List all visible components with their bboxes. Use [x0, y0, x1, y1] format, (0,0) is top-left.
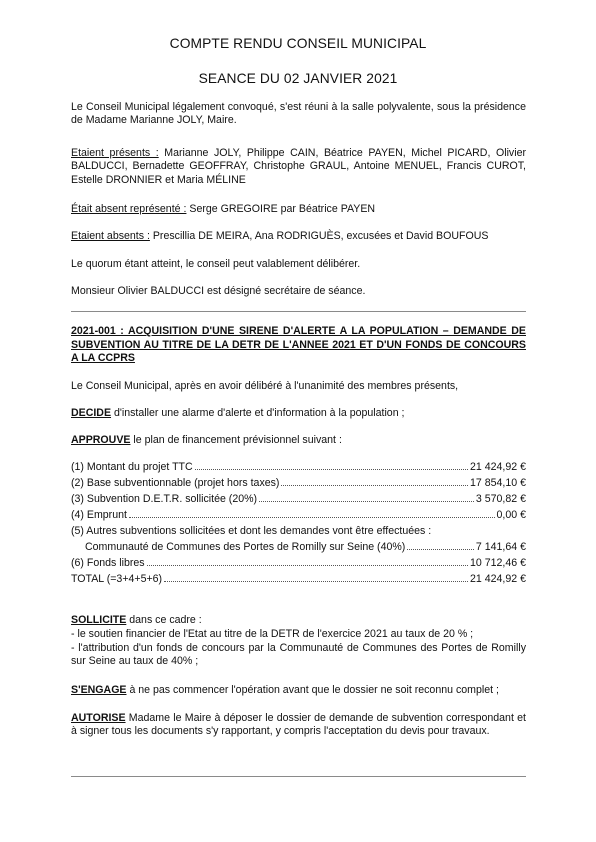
financing-row-base-ht	[71, 476, 526, 490]
financing-label: Communauté de Communes des Portes de Romilly sur Seine (40%)	[85, 541, 406, 553]
represente-paragraph	[71, 203, 526, 216]
represente-text: Serge GREGOIRE par Béatrice PAYEN	[186, 203, 376, 215]
presents-paragraph	[71, 147, 526, 187]
engage-text: à ne pas commencer l'opération avant que le dossier ne soit reconnu complet ;	[126, 684, 499, 696]
leader-dots	[281, 476, 468, 486]
engage-keyword: S'ENGAGE	[71, 684, 127, 696]
convocation-paragraph: Le Conseil Municipal légalement convoqué, s'est réuni à la salle polyvalente, sous la présidence de Madame Marianne JOLY, Maire.	[71, 101, 526, 127]
leader-dots	[147, 556, 468, 566]
approuve-text: le plan de financement prévisionnel suivant :	[130, 434, 342, 446]
leader-dots	[407, 540, 474, 550]
approuve-keyword: APPROUVE	[71, 434, 131, 446]
document-title: COMPTE RENDU CONSEIL MUNICIPAL	[169, 36, 427, 51]
autorise-text: Madame le Maire à déposer le dossier de demande de subvention correspondant et à signer tous les documents s'y rapportant, y compris l'acceptation du devis pour travaux.	[71, 712, 526, 738]
financing-label: (6) Fonds libres	[71, 557, 145, 569]
section-divider-top	[71, 311, 526, 312]
financing-row-detr	[71, 492, 526, 506]
deliberation-heading: 2021-001 : ACQUISITION D'UNE SIRENE D'ALERTE A LA POPULATION – DEMANDE DE SUBVENTION AU TITRE DE LA DETR DE L'ANNEE 2021 ET D'UN FONDS DE CONCOURS A LA CCPRS	[71, 325, 526, 365]
financing-row-emprunt	[71, 508, 526, 522]
financing-amount: 0,00 €	[496, 509, 526, 521]
financing-amount: 10 712,46 €	[470, 557, 526, 569]
decide-keyword: DECIDE	[71, 407, 112, 419]
financing-amount: 3 570,82 €	[475, 493, 526, 505]
section-divider-bottom	[71, 776, 526, 777]
absents-label: Etaient absents :	[71, 230, 150, 242]
autorise-keyword: AUTORISE	[71, 712, 126, 724]
financing-row-autres-subventions: (5) Autres subventions sollicitées et dont les demandes vont être effectuées :	[71, 525, 432, 537]
financing-row-project-ttc	[71, 460, 526, 474]
sollicite-keyword: SOLLICITE	[71, 614, 127, 626]
financing-label: (3) Subvention D.E.T.R. sollicitée (20%)	[71, 493, 258, 505]
represente-label: Était absent représenté :	[71, 203, 187, 215]
sollicite-text: dans ce cadre :	[126, 614, 202, 626]
quorum-paragraph: Le quorum étant atteint, le conseil peut valablement délibérer.	[71, 258, 361, 270]
financing-amount: 21 424,92 €	[470, 461, 526, 473]
approuve-paragraph	[71, 434, 526, 447]
financing-label: (2) Base subventionnable (projet hors taxes)	[71, 477, 280, 489]
financing-label: (1) Montant du projet TTC	[71, 461, 193, 473]
leader-dots	[129, 508, 495, 518]
session-date-title: SEANCE DU 02 JANVIER 2021	[198, 71, 398, 86]
leader-dots	[164, 572, 468, 582]
leader-dots	[259, 492, 474, 502]
financing-row-ccprs	[85, 540, 526, 554]
engage-paragraph	[71, 684, 526, 697]
autorise-paragraph	[71, 712, 526, 739]
decide-paragraph	[71, 407, 526, 420]
financing-label: TOTAL (=3+4+5+6)	[71, 573, 163, 585]
absents-paragraph	[71, 230, 526, 243]
sollicite-paragraph	[71, 614, 526, 627]
financing-amount: 7 141,64 €	[475, 541, 526, 553]
leader-dots	[195, 460, 468, 470]
secretaire-paragraph: Monsieur Olivier BALDUCCI est désigné secrétaire de séance.	[71, 285, 366, 297]
financing-row-fonds-libres	[71, 556, 526, 570]
financing-amount: 21 424,92 €	[470, 573, 526, 585]
sollicite-item-etat: - le soutien financier de l'Etat au titre de la DETR de l'exercice 2021 au taux de 20 % ;	[71, 628, 474, 640]
preamble-paragraph: Le Conseil Municipal, après en avoir délibéré à l'unanimité des membres présents,	[71, 380, 459, 392]
sollicite-item-ccprs: - l'attribution d'un fonds de concours par la Communauté de Communes des Portes de Romilly sur Seine au taux de 40% ;	[71, 642, 526, 668]
financing-label: (4) Emprunt	[71, 509, 127, 521]
presents-list: Marianne JOLY, Philippe CAIN, Béatrice PAYEN, Michel PICARD, Olivier BALDUCCI, Bernadette GEOFFRAY, Christophe GRAUL, Antoine MENUEL, Francis CUROT, Estelle DRONNIER et Maria MÉLINE	[71, 147, 526, 186]
financing-amount: 17 854,10 €	[470, 477, 526, 489]
presents-label: Etaient présents :	[71, 147, 159, 159]
absents-text: Prescillia DE MEIRA, Ana RODRIGUÈS, excusées et David BOUFOUS	[149, 230, 489, 242]
financing-row-total	[71, 572, 526, 586]
decide-text: d'installer une alarme d'alerte et d'information à la population ;	[111, 407, 405, 419]
